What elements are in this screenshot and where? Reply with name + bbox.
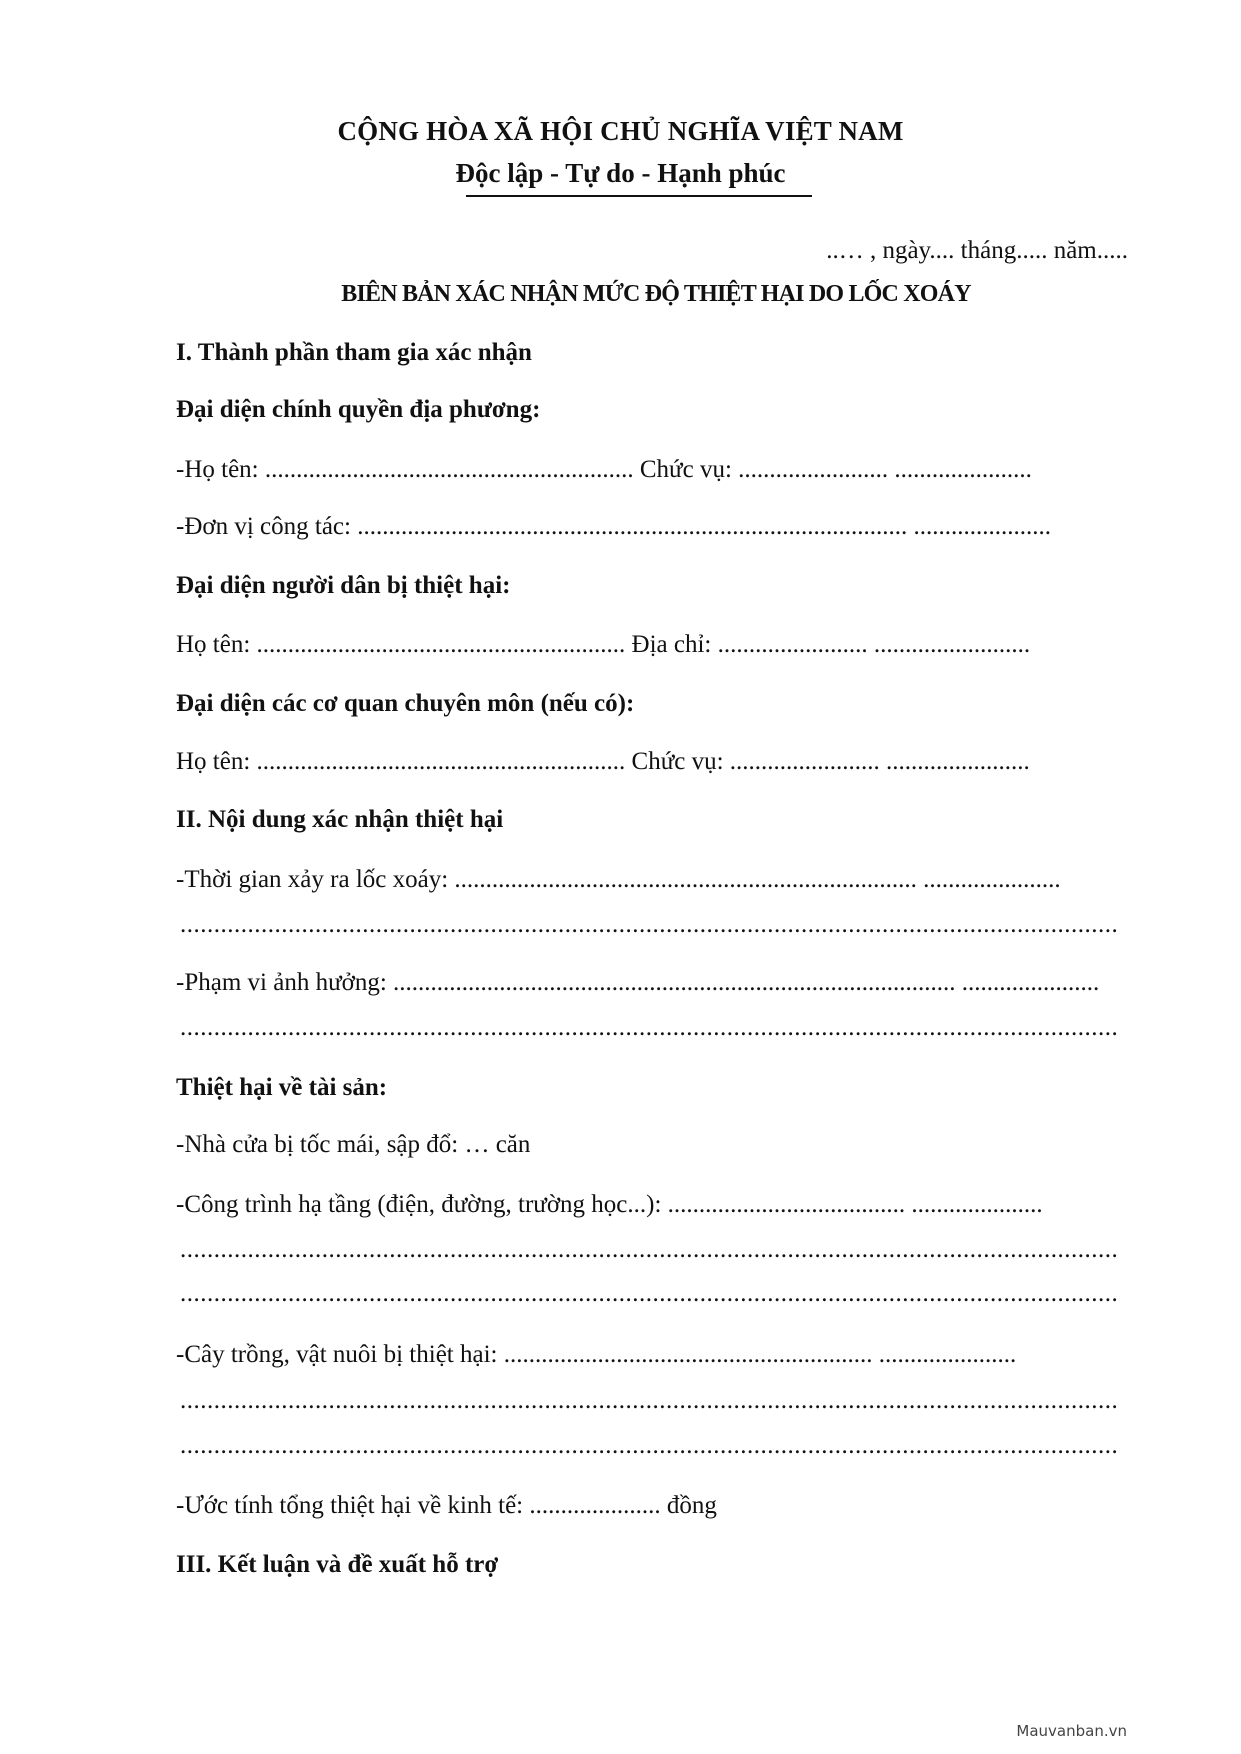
- section-1-heading: I. Thành phần tham gia xác nhận: [176, 339, 532, 366]
- local-gov-heading: Đại diện chính quyền địa phương:: [176, 396, 541, 423]
- section-3-heading: III. Kết luận và đề xuất hỗ trợ: [176, 1551, 499, 1578]
- local-gov-workplace: -Đơn vị công tác: ........................................................................................ ......................: [176, 513, 1051, 540]
- residents-heading: Đại diện người dân bị thiệt hại:: [176, 572, 511, 599]
- scope-continuation: ...........................................................................................................................................: [180, 1014, 1118, 1041]
- infrastructure-line: -Công trình hạ tầng (điện, đường, trường học...): ...................................... .....................: [176, 1191, 1043, 1218]
- scope-line: -Phạm vi ảnh hưởng: .......................................................................................... ......................: [176, 969, 1100, 996]
- motto-underline: [466, 195, 812, 197]
- crops-continuation-1: ...........................................................................................................................................: [180, 1387, 1118, 1414]
- nation-header: CỘNG HÒA XÃ HỘI CHỦ NGHĨA VIỆT NAM: [337, 116, 904, 146]
- time-line: -Thời gian xảy ra lốc xoáy: .......................................................................... ......................: [176, 866, 1061, 893]
- section-2-heading: II. Nội dung xác nhận thiệt hại: [176, 806, 504, 833]
- time-continuation: ...........................................................................................................................................: [180, 911, 1118, 938]
- infrastructure-continuation-2: ...........................................................................................................................................: [180, 1280, 1118, 1307]
- property-heading: Thiệt hại về tài sản:: [176, 1074, 388, 1101]
- agencies-name-position: Họ tên: ........................................................... Chức vụ: ........................ .......................: [176, 748, 1030, 775]
- document-title: BIÊN BẢN XÁC NHẬN MỨC ĐỘ THIỆT HẠI DO LỐC XOÁY: [341, 281, 971, 307]
- local-gov-name-position: -Họ tên: ........................................................... Chức vụ: ........................ ......................: [176, 456, 1032, 483]
- residents-name-address: Họ tên: ........................................................... Địa chỉ: ........................ .........................: [176, 631, 1031, 658]
- motto-header: Độc lập - Tự do - Hạnh phúc: [455, 158, 786, 188]
- crops-continuation-2: ...........................................................................................................................................: [180, 1432, 1118, 1459]
- date-line: ..… , ngày.... tháng..... năm.....: [826, 237, 1128, 264]
- site-watermark: Mauvanban.vn: [1016, 1722, 1127, 1740]
- economic-loss-line: -Ước tính tổng thiệt hại về kinh tế: ..................... đồng: [176, 1492, 717, 1519]
- houses-line: -Nhà cửa bị tốc mái, sập đổ: … căn: [176, 1131, 531, 1158]
- infrastructure-continuation-1: ...........................................................................................................................................: [180, 1236, 1118, 1263]
- agencies-heading: Đại diện các cơ quan chuyên môn (nếu có):: [176, 690, 635, 717]
- crops-line: -Cây trồng, vật nuôi bị thiệt hại: ........................................................... ......................: [176, 1341, 1017, 1368]
